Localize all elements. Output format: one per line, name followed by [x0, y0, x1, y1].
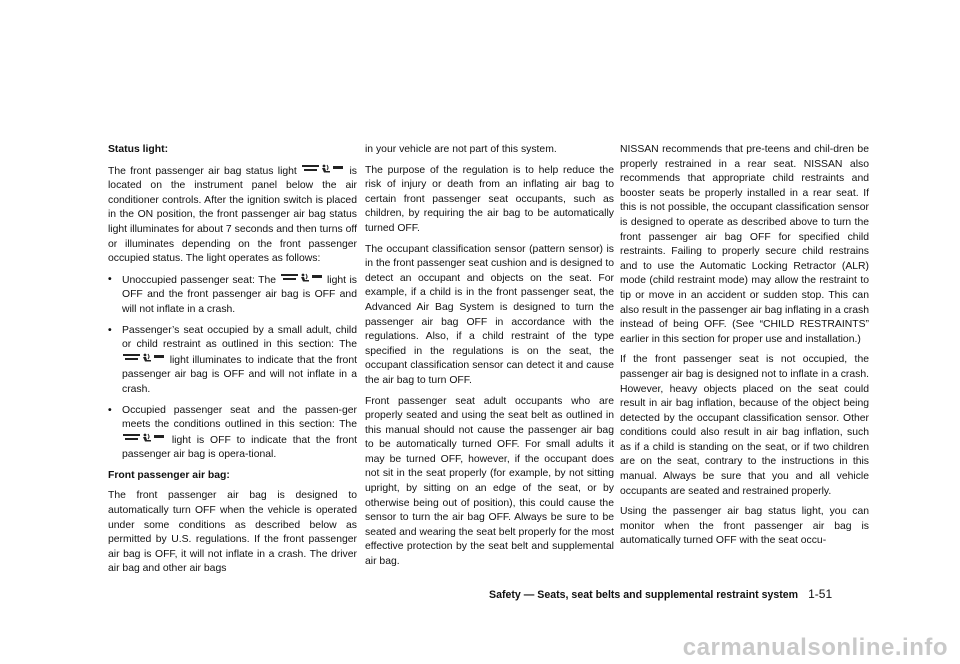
column3-paragraph-2: If the front passenger seat is not occupied, the passenger air bag is designed not to inflate in a crash. However, heavy objects placed on the seat could result in air bag inflation, because of the object being detected by the occupant classification sensor. Other conditions could also result in air bag inflation, such as if a child is standing on the seat, or if two children are on the seat, contrary to the instructions in this manual. Always be sure that you and all vehicle occupants are seated and restrained properly. [620, 354, 869, 497]
page-number: 1-51 [808, 587, 833, 601]
bullet-text-a: Occupied passenger seat and the passen-ger meets the conditions outlined in this section: The [122, 404, 357, 431]
bullet-item-unoccupied [108, 273, 357, 318]
column2-paragraph-1: in your vehicle are not part of this system. [365, 144, 557, 155]
bullet-item-small-adult [108, 324, 357, 398]
status-light-text-a: The front passenger air bag status light [108, 165, 297, 177]
watermark-text: carmanualsonline.info [682, 634, 948, 661]
status-light-heading: Status light: [108, 144, 169, 155]
column-1 [108, 143, 357, 583]
bullet-text-b: light is OFF to indicate that the front passenger air bag is opera-tional. [122, 434, 357, 461]
passenger-airbag-off-indicator-icon [302, 164, 344, 173]
bullet-text-b: light illuminates to indicate that the front passenger air bag is OFF and will not inflate in a crash. [122, 354, 357, 395]
bullet-item-occupied [108, 404, 357, 463]
passenger-airbag-off-indicator-icon [281, 273, 323, 282]
status-light-paragraph [108, 164, 357, 267]
page-footer [489, 587, 862, 601]
bullet-text-a: Passenger’s seat occupied by a small adult, child or child restraint as outlined in this section: The [122, 324, 357, 351]
passenger-airbag-off-indicator-icon [123, 433, 165, 442]
bullet-text-a: Unoccupied passenger seat: The [122, 274, 277, 286]
column2-paragraph-4: Front passenger seat adult occupants who are properly seated and using the seat belt as outlined in this manual should not cause the passenger air bag to be automatically turned OFF. For small adults it may be turned OFF, however, if the occupant does not sit in the seat properly (for example, by not sitting upright, by sitting on an edge of the seat, or by otherwise being out of position), this could cause the sensor to turn the air bag OFF. Always be sure to be seated and wearing the seat belt properly for the most effective protection by the seat belt and supplemental air bag. [365, 395, 614, 568]
bullet-mark: • [108, 404, 112, 416]
footer-section-title: Safety — Seats, seat belts and supplemental restraint system [489, 589, 799, 601]
column3-paragraph-3: Using the passenger air bag status light, you can monitor when the front passenger air bag is automatically turned OFF with the seat occu- [620, 506, 869, 547]
bullet-mark: • [108, 273, 112, 285]
column3-paragraph-1: NISSAN recommends that pre-teens and chil-dren be properly restrained in a rear seat. NISSAN also recommends that appropriate child restraints and booster seats be properly installed in a rear seat. If this is not possible, the occupant classification sensor is designed to operate as described above to turn the front passenger air bag OFF for specified child restraints. Failing to properly secure child restrains and to use the Automatic Locking Retractor (ALR) mode (child restraint mode) may allow the restraint to tip or move in an accident or sudden stop. This can also result in the passenger air bag inflating in a crash instead of being OFF. (See “CHILD RESTRAINTS” earlier in this section for proper use and installation.) [620, 144, 869, 345]
front-passenger-airbag-heading: Front passenger air bag: [108, 469, 230, 481]
status-bullet-list [108, 273, 357, 463]
status-light-text-b: is located on the instrument panel below the air conditioner controls. After the ignition switch is placed in the ON position, the front passenger air bag status light illuminates for about 7 seconds and then turns off or illuminates depending on the front passenger occupied status. The light operates as follows: [108, 165, 357, 265]
column-2 [365, 143, 614, 576]
column2-paragraph-2: The purpose of the regulation is to help reduce the risk of injury or death from an inflating air bag to certain front passenger seat occupants, such as children, by requiring the air bag to be automatically turned OFF. [365, 164, 614, 234]
bullet-text-b: light is OFF and the front passenger air bag is OFF and will not inflate in a crash. [122, 274, 357, 315]
bullet-mark: • [108, 324, 112, 336]
passenger-airbag-off-indicator-icon [123, 353, 165, 362]
front-passenger-airbag-paragraph: The front passenger air bag is designed to automatically turn OFF when the vehicle is operated under some conditions as described below as permitted by U.S. regulations. If the front passenger air bag is OFF, it will not inflate in a crash. The driver air bag and other air bags [108, 490, 357, 575]
watermark-band [0, 628, 960, 664]
column-3 [620, 143, 869, 555]
column2-paragraph-3: The occupant classification sensor (pattern sensor) is in the front passenger seat cushion and is designed to detect an occupant and objects on the seat. For example, if a child is in the front passenger seat, the Advanced Air Bag System is designed to turn the passenger air bag OFF in accordance with the regulations. Also, if a child restraint of the type specified in the regulations is on the seat, the occupant classification sensor can detect it and cause the air bag to turn OFF. [365, 243, 614, 386]
